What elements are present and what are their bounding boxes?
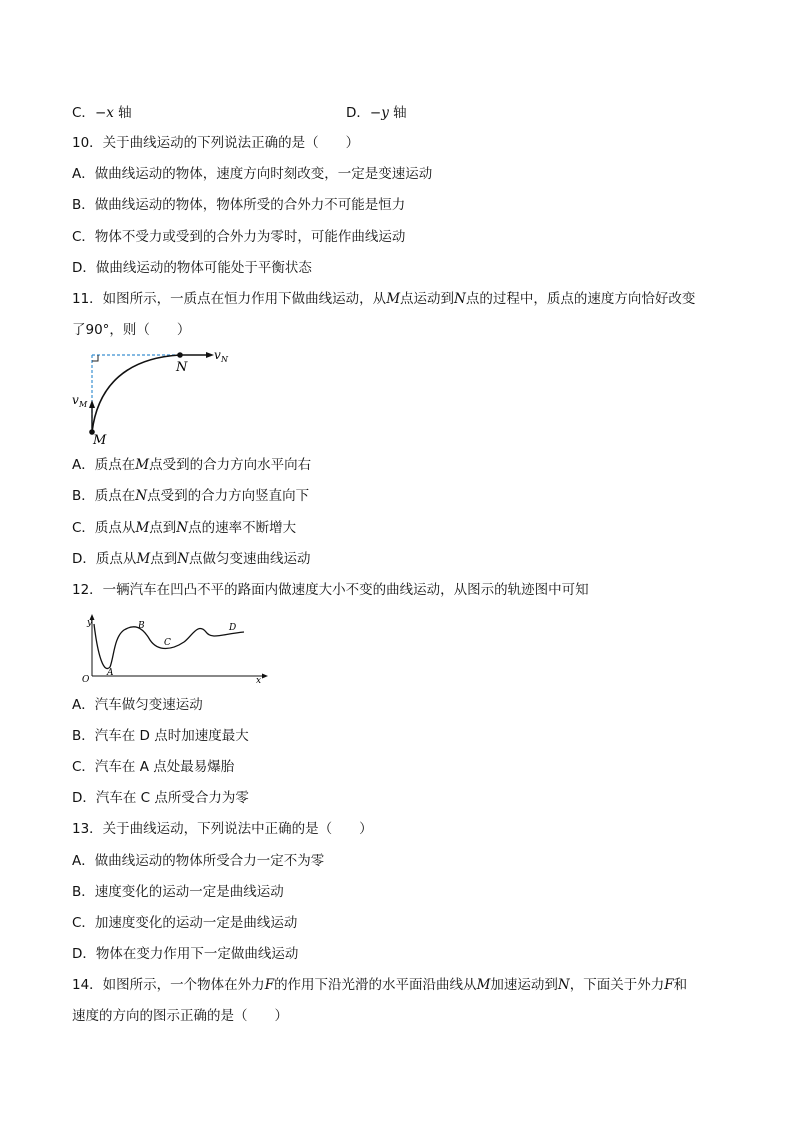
stem-text: 11．如图所示，一质点在恒力作用下做曲线运动，从 <box>72 291 387 307</box>
option-text: 点的速率不断增大 <box>188 520 297 536</box>
math-var: M <box>386 291 401 307</box>
option-text: D．质点从 <box>72 551 137 567</box>
math-var: M <box>135 520 150 536</box>
q10-option-b: B．做曲线运动的物体，物体所受的合外力不可能是恒力 <box>72 197 406 213</box>
math-var: y <box>381 105 389 121</box>
minus-sign: − <box>369 105 382 121</box>
label-n: N <box>176 360 188 375</box>
option-label: C． <box>72 105 95 121</box>
q10-option-c: C．物体不受力或受到的合外力为零时，可能作曲线运动 <box>72 229 406 245</box>
label-y: y <box>87 618 93 628</box>
q13-option-c: C．加速度变化的运动一定是曲线运动 <box>72 915 298 931</box>
label-d: D <box>229 623 237 633</box>
q11-option-d <box>72 549 311 569</box>
stem-text: 点的过程中，质点的速度方向恰好改变 <box>465 291 696 307</box>
option-text: 点受到的合力方向竖直向下 <box>147 488 310 504</box>
q12-option-a: A．汽车做匀变速运动 <box>72 697 203 713</box>
q11-option-b <box>72 486 309 506</box>
option-text: 点到 <box>149 520 177 536</box>
math-var: N <box>557 977 570 993</box>
label-a: A <box>107 668 114 678</box>
vn-arrowhead <box>206 352 214 358</box>
option-text: 轴 <box>113 105 132 121</box>
stem-text: 和 <box>673 977 688 993</box>
math-var: N <box>177 551 190 567</box>
option-text: 点受到的合力方向水平向右 <box>149 457 312 473</box>
label-vn-sub: N <box>221 355 228 364</box>
q12-option-c: C．汽车在 A 点处最易爆胎 <box>72 759 235 775</box>
option-text: 轴 <box>388 105 407 121</box>
q13-stem: 13．关于曲线运动，下列说法中正确的是（ ） <box>72 821 373 837</box>
math-var: M <box>476 977 491 993</box>
q11-stem <box>72 289 695 309</box>
math-var: x <box>106 105 114 121</box>
option-label: D． <box>346 105 370 121</box>
point-n <box>177 352 183 358</box>
math-var: N <box>135 488 148 504</box>
stem-text: ，下面关于外力 <box>569 977 665 993</box>
option-text: 点到 <box>150 551 178 567</box>
math-var: M <box>136 551 151 567</box>
math-var: F <box>264 977 275 993</box>
q12-option-d: D．汽车在 C 点所受合力为零 <box>72 790 249 806</box>
q12-stem: 12．一辆汽车在凹凸不平的路面内做速度大小不变的曲线运动，从图示的轨迹图中可知 <box>72 582 589 598</box>
q11-option-a <box>72 455 311 475</box>
option-text: 点做匀变速曲线运动 <box>189 551 311 567</box>
option-text: A．质点在 <box>72 457 136 473</box>
x-axis-arrowhead <box>262 674 268 679</box>
q11-figure <box>68 344 238 446</box>
q10-option-a: A．做曲线运动的物体，速度方向时刻改变，一定是变速运动 <box>72 166 433 182</box>
q13-option-d: D．物体在变力作用下一定做曲线运动 <box>72 946 299 962</box>
q12-figure <box>72 612 272 684</box>
trajectory-curve <box>92 355 180 432</box>
q10-option-d: D．做曲线运动的物体可能处于平衡状态 <box>72 260 312 276</box>
math-var: F <box>664 977 674 993</box>
math-var: N <box>176 520 189 536</box>
label-c: C <box>164 638 171 648</box>
q14-stem-line2: 速度的方向的图示正确的是（ ） <box>72 1008 288 1024</box>
stem-text: 加速运动到 <box>490 977 558 993</box>
option-text: B．质点在 <box>72 488 136 504</box>
label-m: M <box>93 433 107 446</box>
stem-text: 的作用下沿光滑的水平面沿曲线从 <box>274 977 477 993</box>
q12-option-b: B．汽车在 D 点时加速度最大 <box>72 728 249 744</box>
right-angle-mark <box>92 355 98 361</box>
q11-stem-line2: 了90°，则（ ） <box>72 322 191 338</box>
q14-stem <box>72 975 687 995</box>
q13-option-b: B．速度变化的运动一定是曲线运动 <box>72 884 284 900</box>
q10-stem: 10．关于曲线运动的下列说法正确的是（ ） <box>72 135 360 151</box>
q11-option-c <box>72 518 296 538</box>
label-vm: v <box>72 393 79 407</box>
q9-option-d <box>346 103 407 123</box>
label-x: x <box>256 676 262 684</box>
math-var: N <box>454 291 466 307</box>
label-b: B <box>138 621 145 631</box>
label-o: O <box>82 675 90 684</box>
minus-sign: − <box>94 105 107 121</box>
math-var: M <box>135 457 150 473</box>
label-vn: v <box>214 348 221 362</box>
vm-arrowhead <box>89 400 95 408</box>
stem-text: 点运动到 <box>400 291 455 307</box>
option-text: C．质点从 <box>72 520 136 536</box>
label-vm-sub: M <box>79 400 88 409</box>
q9-option-c <box>72 103 132 123</box>
stem-text: 14．如图所示，一个物体在外力 <box>72 977 265 993</box>
q13-option-a: A．做曲线运动的物体所受合力一定不为零 <box>72 853 325 869</box>
